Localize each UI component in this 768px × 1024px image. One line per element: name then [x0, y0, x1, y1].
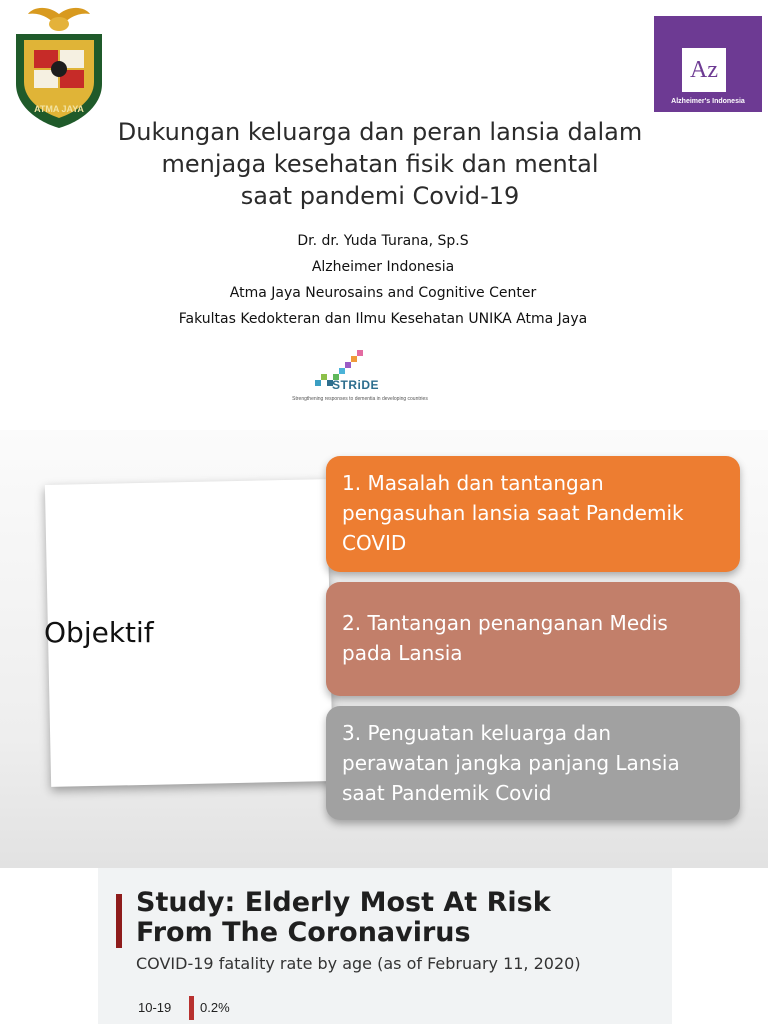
author-block	[80, 228, 686, 332]
bar-mark	[189, 996, 194, 1020]
objectives-slide	[0, 430, 768, 868]
title-line: menjaga kesehatan fisik dan mental	[161, 150, 599, 178]
svg-text:ATMA JAYA: ATMA JAYA	[34, 104, 84, 114]
title-line: Dukungan keluarga dan peran lansia dalam	[117, 118, 643, 146]
stride-tagline: Strengthening responses to dementia in developing countries	[292, 396, 428, 402]
presentation-title	[80, 116, 680, 212]
author-affiliation: Alzheimer Indonesia	[311, 259, 455, 275]
author-affiliation: Atma Jaya Neurosains and Cognitive Center	[229, 285, 537, 301]
title-line: saat pandemi Covid-19	[240, 182, 520, 210]
author-affiliation: Fakultas Kedokteran dan Ilmu Kesehatan UNIKA Atma Jaya	[178, 311, 588, 327]
logo-letters: Az	[690, 57, 718, 83]
bar-value-label: 0.2%	[200, 1000, 230, 1015]
objectives-heading: Objektif	[44, 616, 154, 649]
chart-title-line: From The Coronavirus	[136, 917, 471, 948]
chart-title-line: Study: Elderly Most At Risk	[136, 887, 551, 918]
author-name: Dr. dr. Yuda Turana, Sp.S	[297, 233, 469, 249]
stride-wordmark: STRiDE	[332, 378, 380, 392]
chart-title	[136, 888, 551, 948]
alzheimers-indonesia-logo	[654, 16, 762, 112]
objective-item-3: 3. Penguatan keluarga dan perawatan jangka panjang Lansia saat Pandemik Covid	[326, 706, 740, 820]
title-accent-bar	[116, 894, 122, 948]
logo-caption: Alzheimer's Indonesia	[671, 98, 745, 105]
objective-item-2: 2. Tantangan penanganan Medis pada Lansia	[326, 582, 740, 696]
fatality-chart-slide	[98, 868, 672, 1024]
chart-subtitle: COVID-19 fatality rate by age (as of February 11, 2020)	[136, 954, 581, 973]
atma-jaya-logo	[10, 0, 108, 130]
objective-item-1: 1. Masalah dan tantangan pengasuhan lansia saat Pandemik COVID	[326, 456, 740, 572]
bar-category-label: 10-19	[138, 1000, 172, 1015]
title-slide	[0, 0, 768, 430]
